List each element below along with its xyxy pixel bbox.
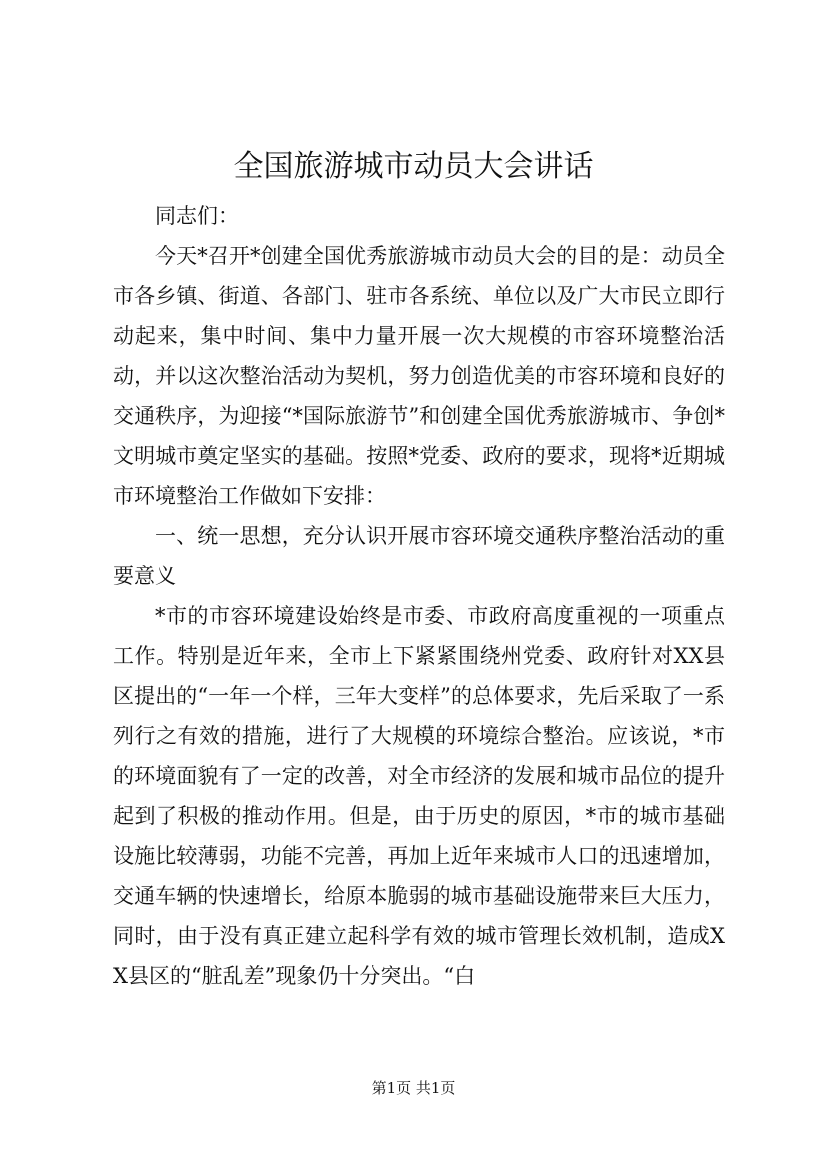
- document-title: 全国旅游城市动员大会讲话: [233, 149, 594, 184]
- section-heading-1: 一、统一思想，充分认识开展市容环境交通秩序整治活动的重要意义: [113, 524, 725, 588]
- salutation: 同志们：: [155, 204, 239, 228]
- page-footer: 第1页 共1页: [371, 1079, 456, 1097]
- document-body: [113, 196, 725, 996]
- paragraph-section-1: *市的市容环境建设始终是市委、市政府高度重视的一项重点工作。特别是近年来，全市上下紧紧围绕州党委、政府针对XX县区提出的“一年一个样，三年大变样”的总体要求，先后采取了一系列行之有效的措施，进行了大规模的环境综合整治。应该说，*市的环境面貌有了一定的改善，对全市经济的发展和城市品位的提升起到了积极的推动作用。但是，由于历史的原因，*市的城市基础设施比较薄弱，功能不完善，再加上近年来城市人口的迅速增加，交通车辆的快速增长，给原本脆弱的城市基础设施带来巨大压力，同时，由于没有真正建立起科学有效的城市管理长效机制，造成XX县区的“脏乱差”现象仍十分突出。“白: [113, 604, 725, 988]
- paragraph-intro: 今天*召开*创建全国优秀旅游城市动员大会的目的是：动员全市各乡镇、街道、各部门、驻市各系统、单位以及广大市民立即行动起来，集中时间、集中力量开展一次大规模的市容环境整治活动，并以这次整治活动为契机，努力创造优美的市容环境和良好的交通秩序，为迎接“*国际旅游节”和创建全国优秀旅游城市、争创*文明城市奠定坚实的基础。按照*党委、政府的要求，现将*近期城市环境整治工作做如下安排：: [113, 244, 725, 508]
